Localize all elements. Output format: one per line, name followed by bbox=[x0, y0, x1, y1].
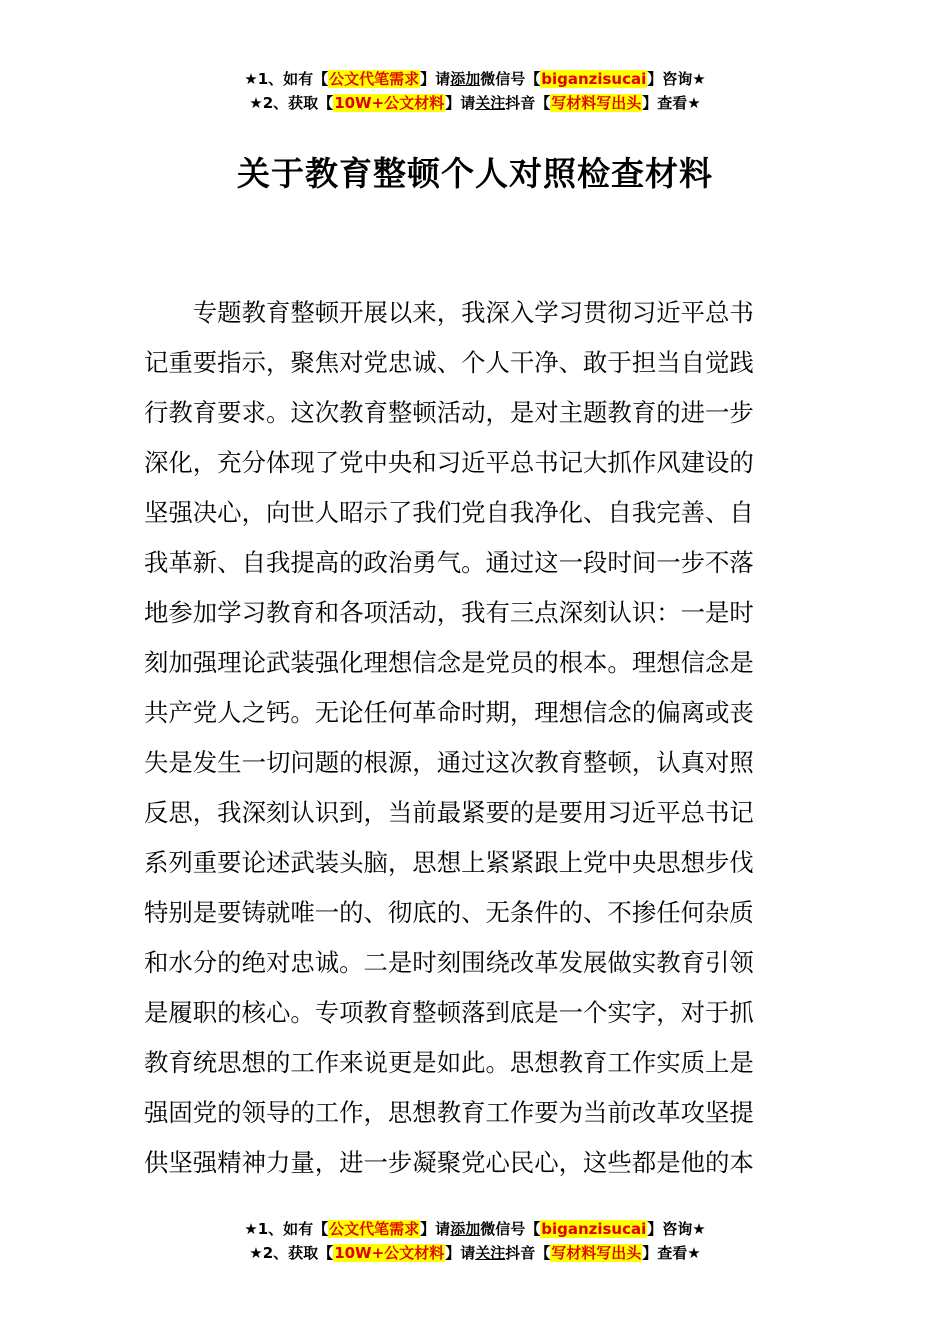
highlight-service: 公文代笔需求 bbox=[329, 1220, 420, 1238]
body-line: 是履职的核心。专项教育整顿落到底是一个实字，对于抓 bbox=[144, 998, 754, 1027]
body-line: 坚强决心，向世人昭示了我们党自我净化、自我完善、自 bbox=[144, 498, 754, 527]
highlight-wechat-id: biganzisucai bbox=[541, 1220, 647, 1238]
body-line: 供坚强精神力量，进一步凝聚党心民心，这些都是他的本 bbox=[144, 1148, 754, 1177]
banner-text: 】请 bbox=[445, 1244, 476, 1262]
banner-text: 抖音【 bbox=[505, 1244, 551, 1262]
body-line: 系列重要论述武装头脑，思想上紧紧跟上党中央思想步伐 bbox=[144, 848, 754, 877]
banner-text: ★1、如有【 bbox=[244, 70, 329, 88]
document-title: 关于教育整顿个人对照检查材料 bbox=[237, 154, 713, 193]
footer-banner bbox=[0, 1217, 950, 1265]
banner-text: 】咨询★ bbox=[647, 70, 706, 88]
body-line: 深化，充分体现了党中央和习近平总书记大抓作风建设的 bbox=[144, 448, 754, 477]
highlight-douyin-id: 写材料写出头 bbox=[551, 94, 642, 112]
banner-text: ★2、获取【 bbox=[249, 1244, 334, 1262]
underlined-word: 添加 bbox=[450, 70, 481, 88]
underlined-word: 关注 bbox=[475, 94, 506, 112]
header-banner-line-1 bbox=[0, 67, 950, 91]
banner-text: 微信号【 bbox=[480, 1220, 541, 1238]
body-line: 行教育要求。这次教育整顿活动，是对主题教育的进一步 bbox=[144, 398, 754, 427]
body-line: 刻加强理论武装强化理想信念是党员的根本。理想信念是 bbox=[144, 648, 754, 677]
body-line: 强固党的领导的工作，思想教育工作要为当前改革攻坚提 bbox=[144, 1098, 754, 1127]
underlined-word: 关注 bbox=[475, 1244, 506, 1262]
highlight-service: 公文代笔需求 bbox=[329, 70, 420, 88]
body-line: 专题教育整顿开展以来，我深入学习贯彻习近平总书 bbox=[144, 298, 754, 327]
body-line: 反思，我深刻认识到，当前最紧要的是要用习近平总书记 bbox=[144, 798, 754, 827]
footer-banner-line-2 bbox=[0, 1241, 950, 1265]
body-line: 特别是要铸就唯一的、彻底的、无条件的、不掺任何杂质 bbox=[144, 898, 754, 927]
header-banner bbox=[0, 67, 950, 115]
body-line: 地参加学习教育和各项活动，我有三点深刻认识：一是时 bbox=[144, 598, 754, 627]
banner-text: 】咨询★ bbox=[647, 1220, 706, 1238]
highlight-materials: 10W+公文材料 bbox=[334, 1244, 445, 1262]
body-line: 教育统思想的工作来说更是如此。思想教育工作实质上是 bbox=[144, 1048, 754, 1077]
underlined-word: 添加 bbox=[450, 1220, 481, 1238]
banner-text: 】请 bbox=[420, 1220, 451, 1238]
banner-text: 】查看★ bbox=[642, 1244, 701, 1262]
banner-text: ★2、获取【 bbox=[249, 94, 334, 112]
banner-text: 】查看★ bbox=[642, 94, 701, 112]
banner-text: 微信号【 bbox=[480, 70, 541, 88]
body-line: 共产党人之钙。无论任何革命时期，理想信念的偏离或丧 bbox=[144, 698, 754, 727]
body-line: 失是发生一切问题的根源，通过这次教育整顿，认真对照 bbox=[144, 748, 754, 777]
highlight-douyin-id: 写材料写出头 bbox=[551, 1244, 642, 1262]
highlight-materials: 10W+公文材料 bbox=[334, 94, 445, 112]
banner-text: 抖音【 bbox=[505, 94, 551, 112]
footer-banner-line-1 bbox=[0, 1217, 950, 1241]
body-line: 我革新、自我提高的政治勇气。通过这一段时间一步不落 bbox=[144, 548, 754, 577]
body-line: 记重要指示，聚焦对党忠诚、个人干净、敢于担当自觉践 bbox=[144, 348, 754, 377]
highlight-wechat-id: biganzisucai bbox=[541, 70, 647, 88]
banner-text: ★1、如有【 bbox=[244, 1220, 329, 1238]
body-line: 和水分的绝对忠诚。二是时刻围绕改革发展做实教育引领 bbox=[144, 948, 754, 977]
banner-text: 】请 bbox=[445, 94, 476, 112]
document-body bbox=[144, 288, 808, 1188]
header-banner-line-2 bbox=[0, 91, 950, 115]
banner-text: 】请 bbox=[420, 70, 451, 88]
